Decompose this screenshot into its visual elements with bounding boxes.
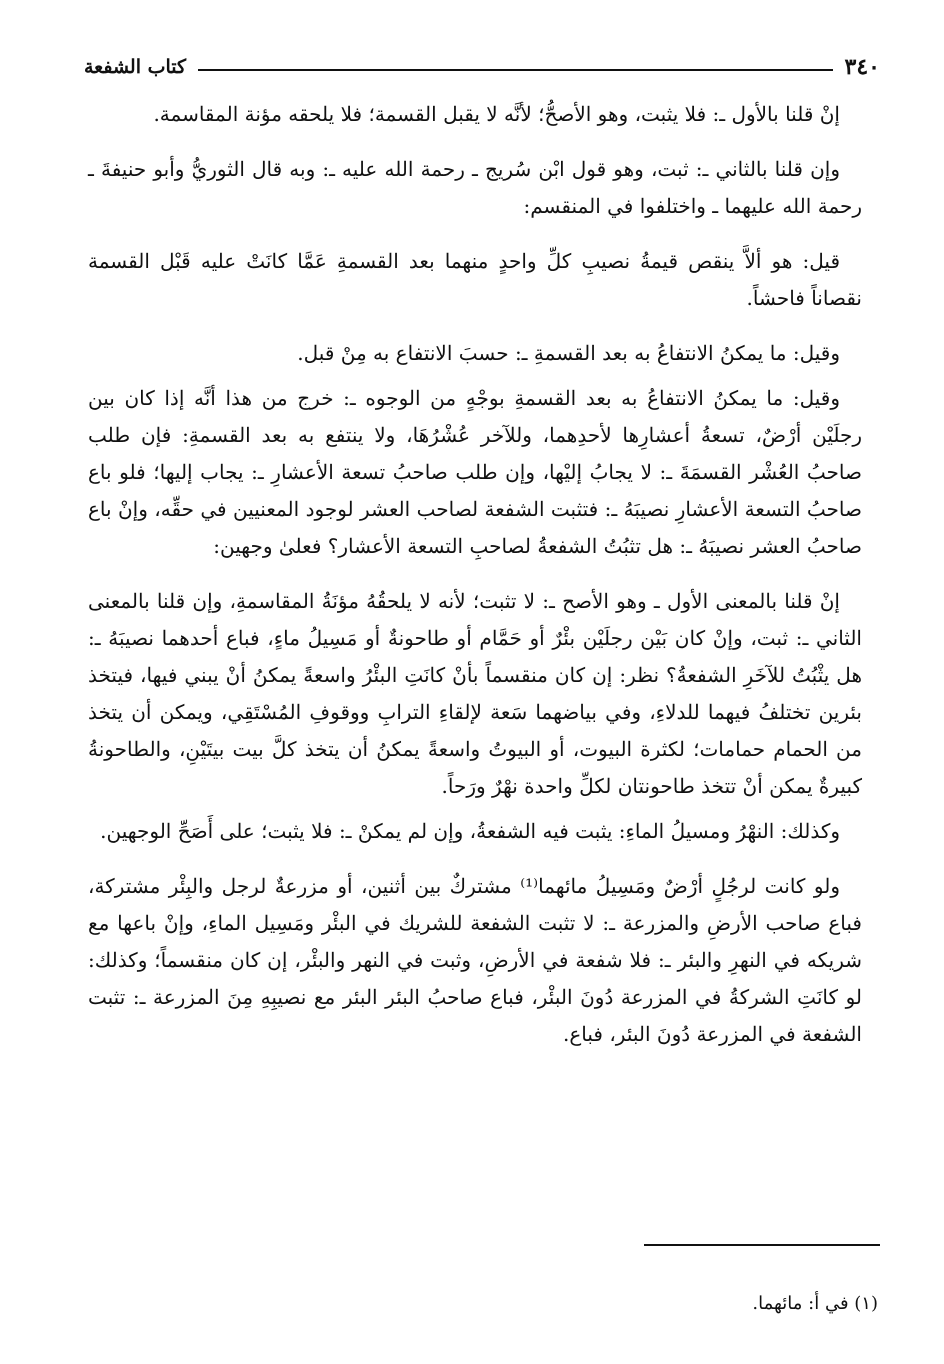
page-number: ٣٤٠ — [844, 54, 880, 80]
paragraph-1: إنْ قلنا بالأول ـ: فلا يثبت، وهو الأصحُّ؛ لأنَّه لا يقبل القسمة؛ فلا يلحقه مؤنة المقاسمة. — [153, 102, 840, 126]
footnote-rule — [644, 1244, 880, 1246]
paragraph-3: قيل: هو ألاَّ ينقص قيمةُ نصيبِ كلِّ واحدٍ منهما بعد القسمةِ عَمَّا كانَتْ عليه قَبْل القسمة نقصاناً فاحشاً. — [88, 249, 862, 310]
book-title: كتاب الشفعة — [84, 56, 187, 78]
main-text — [88, 96, 862, 1071]
paragraph-6: إنْ قلنا بالمعنى الأول ـ وهو الأصح ـ: لا تثبت؛ لأنه لا يلحقُهُ مؤنَةُ المقاسمةِ، وإن قلنا بالمعنى الثاني ـ: ثبت، وإنْ كان بَيْن رجلَيْن بئْرٌ أو حَمَّام أو طاحونةٌ أو مَسِيلُ ماءٍ، فباع أحدهما نصيبَهُ ـ: هل يثْبُتُ للآخَرِ الشفعةُ؟ نظر: إن كان منقسماً بأنْ كانَتِ البئْرُ واسعةً يمكنُ أنْ يبني فيها، فيتخذ بئرين تختلفُ فيهما للدلاءِ، وفي بياضهما سَعة لإلقاءِ الترابِ ووقوفِ المُسْتَقِي، ويمكن أن يتخذ من الحمام حمامات؛ لكثرة البيوت، أو البيوتُ واسعةً يمكنُ أن يتخذ كلَّ بيت بيتَيْنِ، والطاحونةُ كبيرةٌ يمكن أنْ تتخذ طاحونتان لكلِّ واحدة نهْرٌ ورَحاً. — [88, 589, 862, 798]
paragraph-7: وكذلك: النهْرُ ومسيلُ الماءِ: يثبت فيه الشفعةُ، وإن لم يمكنْ ـ: فلا يثبت؛ على أَصَحِّ الوجهين. — [100, 819, 840, 843]
footnote: (١) في أ: مائهما. — [752, 1293, 878, 1314]
paragraph-5: وقيل: ما يمكنُ الانتفاعُ به بعد القسمةِ بوجْهٍ من الوجوه ـ: خرج من هذا أنَّه إذا كان بين رجلَيْن أرْضٌ، تسعةُ أعشارِها لأحدِهما، وللآخر عُشْرُهَا، ولا ينتفع به بعد القسمةِ: فإن طلب صاحبُ العُشْر القسمَةَ ـ: لا يجابُ إليْها، وإن طلب صاحبُ تسعة الأعشارِ ـ: يجاب إليها؛ فلو باع صاحبُ التسعة الأعشارِ نصيبَهُ ـ: فتثبت الشفعة لصاحب العشر لوجود المعنيين في حقِّه، وإنْ باع صاحبُ العشر نصيبَهُ ـ: هل تثبُتُ الشفعةُ لصاحبِ التسعة الأعشار؟ فعلىٰ وجهين: — [88, 386, 862, 558]
paragraph-8: ولو كانت لرجُلٍ أرْضٌ ومَسِيلُ مائهما⁽¹⁾ مشتركٌ بين أثنين، أو مزرعةٌ لرجل والبِئْر مشتركة، فباع صاحب الأرضِ والمزرعة ـ: لا تثبت الشفعة للشريك في البئْر ومَسِيل الماءِ، وإنْ باعها مع شريكه في النهرِ والبئر ـ: فلا شفعة في الأرضِ، وثبت في النهر والبئْر، إن كان منقسماً؛ وكذلك: لو كانَتِ الشركةُ في المزرعة دُونَ البئْر، فباع صاحبُ البئر البئر مع نصيبِهِ مِنَ المزرعة ـ: تثبت الشفعة في المزرعة دُونَ البئر، فباع. — [88, 874, 862, 1046]
paragraph-4: وقيل: ما يمكنُ الانتفاعُ به بعد القسمةِ ـ: حسبَ الانتفاع به مِنْ قبل. — [297, 341, 840, 365]
paragraph-2: وإن قلنا بالثاني ـ: ثبت، وهو قول ابْن سُريج ـ رحمة الله عليه ـ: وبه قال الثوريُّ وأبو حنيفةَ ـ رحمة الله عليهما ـ واختلفوا في المنقسم: — [88, 157, 862, 218]
header-rule — [198, 69, 832, 71]
page-header — [84, 52, 880, 82]
